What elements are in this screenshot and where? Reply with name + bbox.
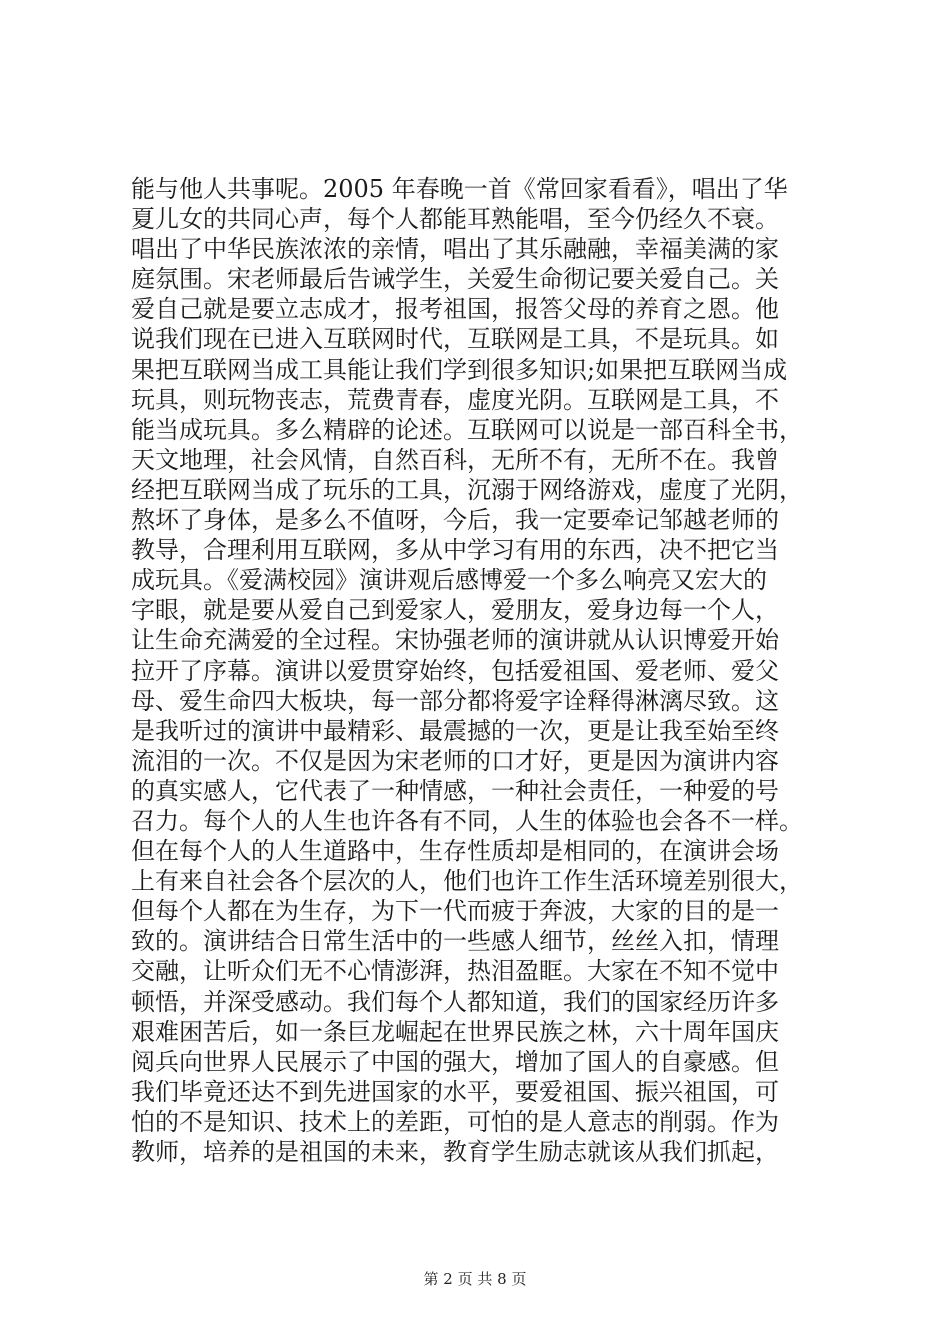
text-line: 教师，培养的是祖国的未来，教育学生励志就该从我们抓起， [131, 1138, 779, 1166]
text-line: 熬坏了身体，是多么不值呀，今后，我一定要牵记邹越老师的 [131, 506, 779, 535]
text-line: 唱出了中华民族浓浓的亲情，唱出了其乐融融，幸福美满的家 [131, 235, 779, 264]
text-line: 果把互联网当成工具能让我们学到很多知识;如果把互联网当成 [131, 355, 788, 384]
text-line: 教导，合理利用互联网，多从中学习有用的东西，决不把它当 [131, 536, 779, 565]
text-line: 母、爱生命四大板块，每一部分都将爱字诠释得淋漓尽致。这 [131, 686, 779, 715]
text-line: 字眼，就是要从爱自己到爱家人，爱朋友，爱身边每一个人， [131, 596, 779, 625]
text-line: 能当成玩具。多么精辟的论述。互联网可以说是一部百科全书， [131, 415, 803, 444]
text-line: 经把互联网当成了玩乐的工具，沉溺于网络游戏，虚度了光阴， [131, 475, 803, 504]
text-line: 阅兵向世界人民展示了中国的强大，增加了国人的自豪感。但 [131, 1047, 779, 1076]
text-line: 召力。每个人的人生也许各有不同，人生的体验也会各不一样。 [131, 806, 803, 835]
text-line: 顿悟，并深受感动。我们每个人都知道，我们的国家经历许多 [131, 987, 779, 1016]
text-line: 流泪的一次。不仅是因为宋老师的口才好，更是因为演讲内容 [131, 746, 779, 775]
text-line: 能与他人共事呢。2005 年春晚一首《常回家看看》，唱出了华 [131, 175, 788, 203]
text-line: 夏儿女的共同心声，每个人都能耳熟能唱，至今仍经久不衰。 [131, 205, 779, 234]
text-line: 怕的不是知识、技术上的差距，可怕的是人意志的削弱。作为 [131, 1107, 779, 1136]
text-line: 艰难困苦后，如一条巨龙崛起在世界民族之林，六十周年国庆 [131, 1017, 779, 1046]
text-line: 成玩具。《爱满校园》演讲观后感博爱一个多么响亮又宏大的 [131, 566, 767, 595]
text-line: 爱自己就是要立志成才，报考祖国，报答父母的养育之恩。他 [131, 295, 779, 324]
text-line: 说我们现在已进入互联网时代，互联网是工具，不是玩具。如 [131, 325, 779, 354]
text-line: 但每个人都在为生存，为下一代而疲于奔波，大家的目的是一 [131, 897, 779, 926]
body-text [131, 174, 831, 1167]
page-footer: 第 2 页 共 8 页 [423, 1270, 527, 1288]
text-line: 玩具，则玩物丧志，荒费青春，虚度光阴。互联网是工具，不 [131, 385, 779, 414]
text-line: 的真实感人，它代表了一种情感，一种社会责任，一种爱的号 [131, 776, 779, 805]
text-line: 上有来自社会各个层次的人，他们也许工作生活环境差别很大， [131, 867, 803, 896]
text-line: 庭氛围。宋老师最后告诫学生，关爱生命彻记要关爱自己。关 [131, 265, 779, 294]
text-line: 拉开了序幕。演讲以爱贯穿始终，包括爱祖国、爱老师、爱父 [131, 656, 779, 685]
text-line: 交融，让听众们无不心情澎湃，热泪盈眶。大家在不知不觉中 [131, 957, 779, 986]
text-line: 致的。演讲结合日常生活中的一些感人细节，丝丝入扣，情理 [131, 927, 779, 956]
text-line: 天文地理，社会风情，自然百科，无所不有，无所不在。我曾 [131, 445, 779, 474]
text-line: 但在每个人的人生道路中，生存性质却是相同的，在演讲会场 [131, 837, 779, 866]
text-line: 我们毕竟还达不到先进国家的水平，要爱祖国、振兴祖国，可 [131, 1077, 779, 1106]
text-line: 让生命充满爱的全过程。宋协强老师的演讲就从认识博爱开始 [131, 626, 779, 655]
text-line: 是我听过的演讲中最精彩、最震撼的一次，更是让我至始至终 [131, 716, 779, 745]
